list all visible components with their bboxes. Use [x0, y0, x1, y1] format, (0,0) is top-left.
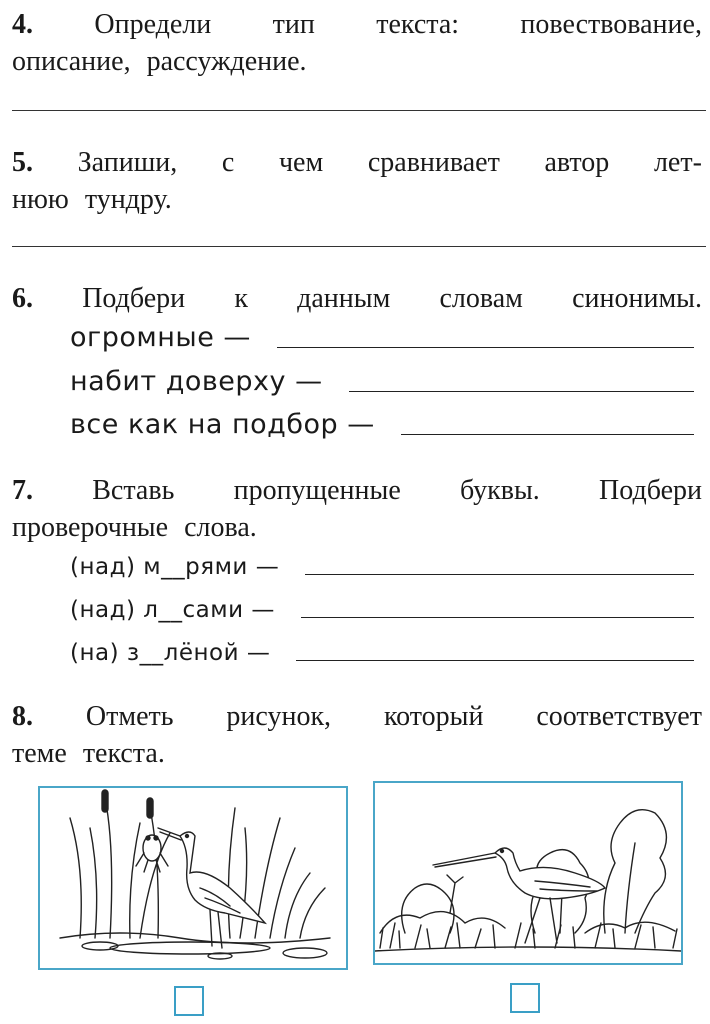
question-number: 5. — [12, 147, 33, 178]
answer-blank[interactable] — [301, 617, 694, 618]
heron-picture — [38, 786, 348, 970]
question-4-line-2: описание, рассуждение. — [12, 46, 307, 77]
answer-line-5[interactable] — [12, 246, 706, 247]
answer-checkbox-stork[interactable] — [510, 983, 540, 1013]
heron-illustration — [40, 788, 346, 968]
answer-checkbox-heron[interactable] — [174, 986, 204, 1016]
question-number: 8. — [12, 701, 33, 732]
question-6-line-1: 6. Подбери к данным словам синонимы. — [12, 280, 702, 317]
question-5-line-1: 5. Запиши, с чем сравнивает автор лет- — [12, 144, 702, 181]
question-7-line-1: 7. Вставь пропущенные буквы. Подбери — [12, 472, 702, 509]
question-number: 7. — [12, 475, 33, 506]
synonym-row: огромные — — [70, 322, 694, 353]
question-8-line-1: 8. Отметь рисунок, который соответствует — [12, 698, 702, 735]
question-7-line-2: проверочные слова. — [12, 512, 257, 543]
answer-blank[interactable] — [305, 574, 694, 575]
answer-blank[interactable] — [349, 391, 694, 392]
question-5-line-2: нюю тундру. — [12, 184, 172, 215]
stork-picture — [373, 781, 683, 965]
synonym-row: все как на подбор — — [70, 409, 694, 440]
synonym-row: набит доверху — — [70, 366, 694, 397]
missing-letter-row: (на) з__лёной — — [70, 640, 694, 666]
missing-letter-row: (над) л__сами — — [70, 597, 694, 623]
missing-letter-row: (над) м__рями — — [70, 554, 694, 580]
question-4-line-1: 4. Определи тип текста: повествование, — [12, 6, 702, 43]
answer-blank[interactable] — [277, 347, 694, 348]
question-4 — [12, 6, 702, 80]
question-number: 4. — [12, 9, 33, 40]
answer-line-4[interactable] — [12, 110, 706, 111]
answer-blank[interactable] — [296, 660, 694, 661]
question-8 — [12, 698, 702, 772]
answer-blank[interactable] — [401, 434, 694, 435]
stork-illustration — [375, 783, 681, 963]
question-7 — [12, 472, 702, 546]
question-5 — [12, 144, 702, 218]
question-8-line-2: теме текста. — [12, 738, 165, 769]
question-6 — [12, 280, 702, 317]
question-number: 6. — [12, 283, 33, 314]
